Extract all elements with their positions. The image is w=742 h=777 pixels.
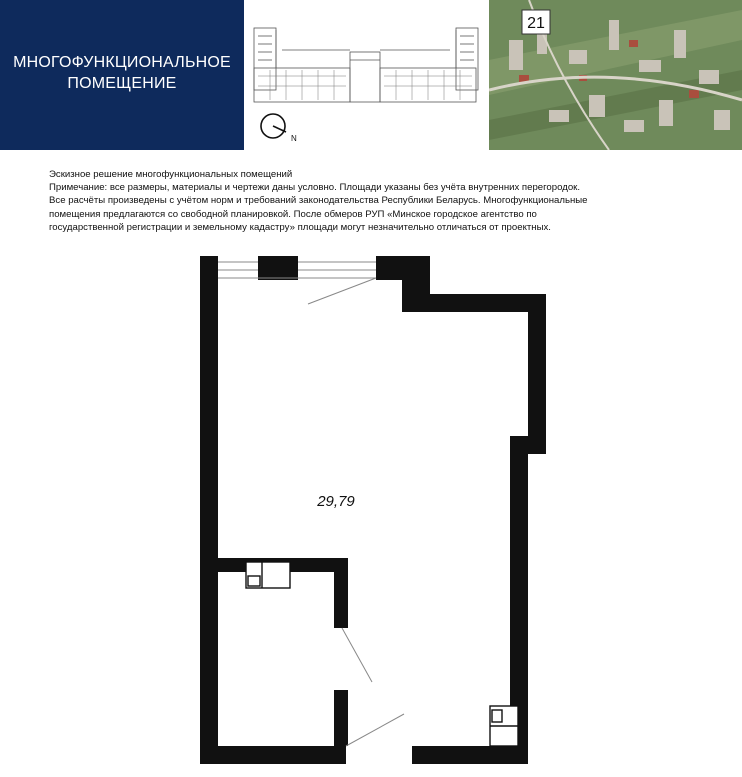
page-title: МНОГОФУНКЦИОНАЛЬНОЕ ПОМЕЩЕНИЕ	[13, 54, 231, 92]
notes-block	[49, 168, 739, 234]
sink-icon	[246, 562, 290, 588]
compass-label: N	[291, 134, 297, 143]
notes-heading: Эскизное решение многофункциональных помещений	[49, 169, 293, 180]
notes-line: Все расчёты произведены с учётом норм и требований законодательства Республики Беларусь. Многофункциональные	[49, 195, 588, 207]
area-label: 29,79	[317, 493, 355, 510]
appliance-icon	[490, 706, 518, 746]
aerial-photo	[489, 0, 742, 150]
title-block	[0, 0, 244, 150]
compass-icon	[261, 114, 286, 138]
notes-line: помещения предлагаются со свободной планировкой. После обмеров РУП «Минское городское агентство по	[49, 208, 537, 220]
walls	[200, 256, 546, 764]
floor-plan	[190, 248, 570, 772]
building-key-plan	[246, 0, 486, 150]
notes-line: Примечание: все размеры, материалы и чертежи даны условно. Площади указаны без учёта внутренних перегородок.	[49, 182, 581, 194]
notes-line: государственной регистрации и земельному кадастру» площади могут незначительно отличаться от проектных.	[49, 221, 551, 233]
building-number-label: 21	[527, 15, 545, 32]
